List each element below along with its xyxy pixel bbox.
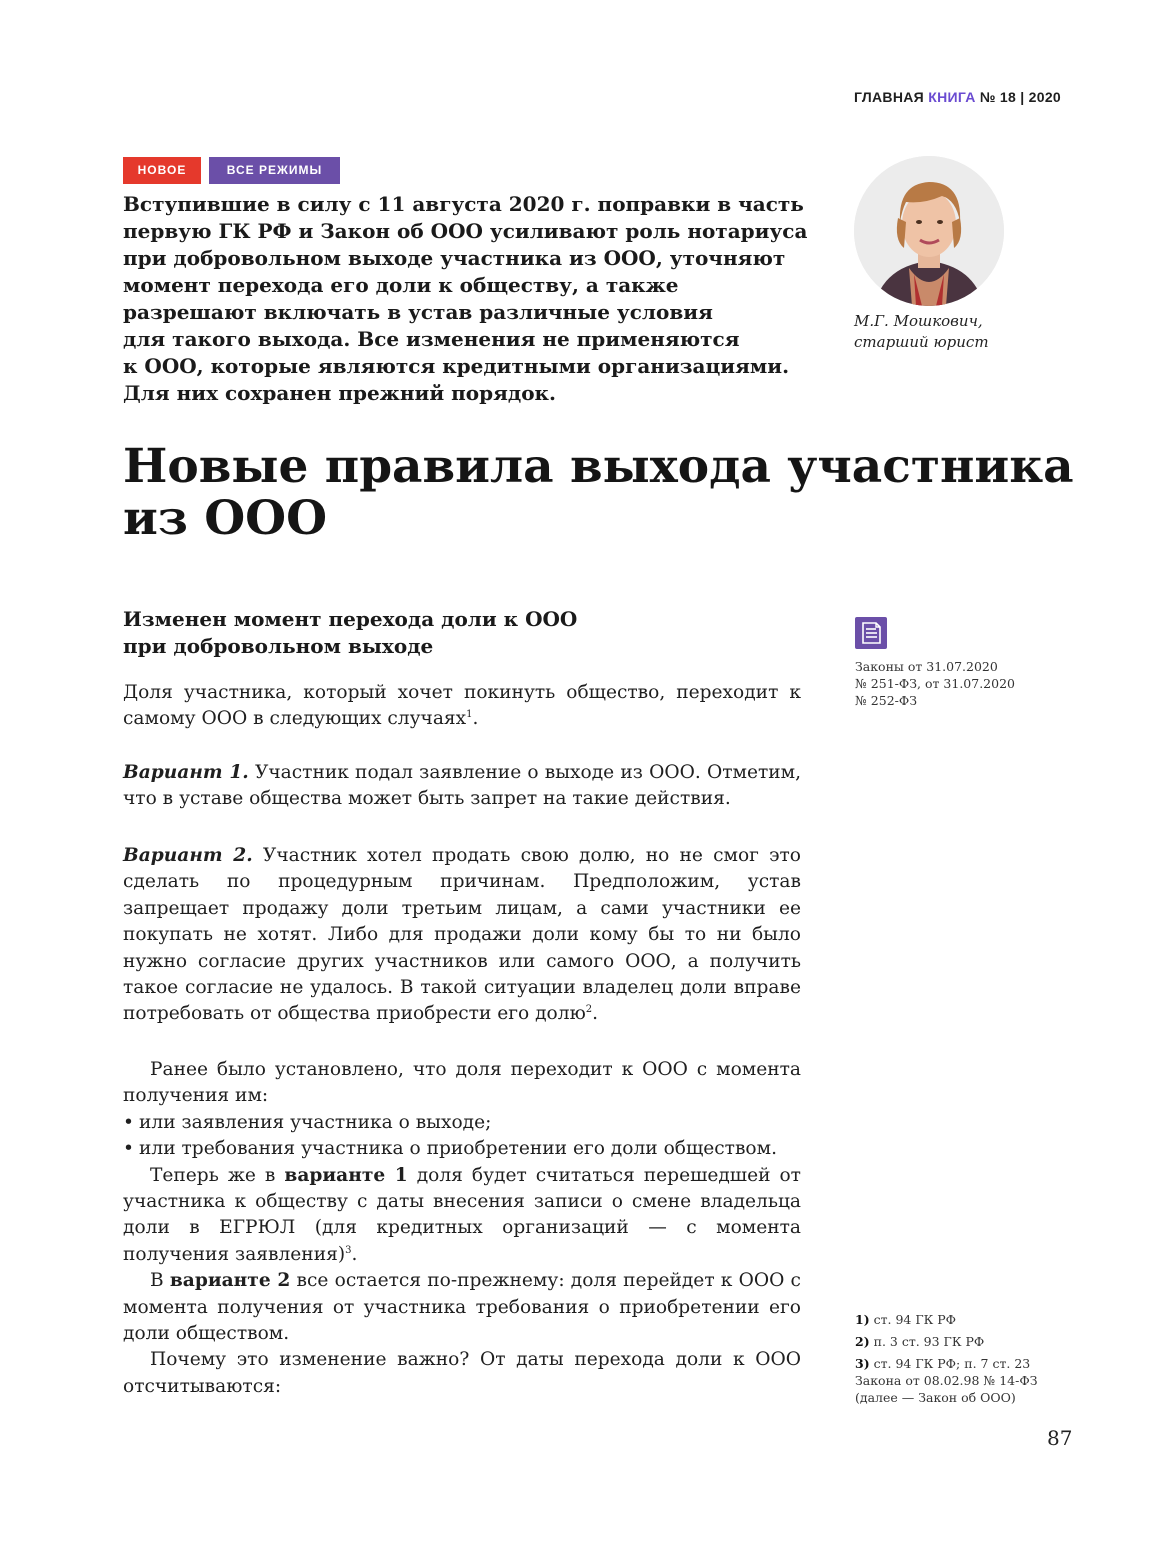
tag-new: НОВОЕ	[123, 157, 201, 184]
issue-number: № 18 | 2020	[979, 89, 1062, 105]
lead-line: при добровольном выходе участника из ООО, уточняют	[123, 246, 786, 270]
footnote-ref: 3	[345, 1244, 352, 1256]
lead-paragraph	[123, 191, 813, 407]
tag-all-regimes: ВСЕ РЕЖИМЫ	[209, 157, 340, 184]
footnote-ref: 1	[466, 709, 473, 721]
lead-line: Для них сохранен прежний порядок.	[123, 381, 556, 405]
footnote-item	[855, 1311, 1055, 1328]
intro-end: .	[472, 708, 479, 730]
subhead-line: при добровольном выходе	[123, 634, 434, 658]
now-end: .	[351, 1243, 358, 1265]
author-portrait-icon	[854, 156, 1004, 306]
v2-pre: В	[150, 1270, 164, 1292]
variant-2-end: .	[592, 1003, 599, 1025]
law-line: Законы от 31.07.2020	[855, 659, 998, 674]
footnote-item	[855, 1355, 1055, 1406]
author-role: старший юрист	[854, 333, 989, 351]
lead-line: Вступившие в силу с 11 августа 2020 г. поправки в часть	[123, 192, 804, 216]
page-number: 87	[1047, 1426, 1073, 1450]
earlier-paragraph: Ранее было установлено, что доля переходит к ООО с момента получения им:	[123, 1059, 801, 1107]
law-line: № 251-ФЗ, от 31.07.2020	[855, 676, 1015, 691]
variant-1-text: Участник подал заявление о выходе из ООО. Отметим, что в уставе общества может быть запрет на такие действия.	[123, 762, 801, 810]
footnote-item	[855, 1333, 1055, 1350]
law-line: № 252-ФЗ	[855, 693, 918, 708]
footnote-number: 3)	[855, 1356, 870, 1371]
variant-1-label: Вариант 1.	[123, 762, 249, 783]
law-reference	[855, 658, 1015, 709]
footnote-text: ст. 94 ГК РФ	[873, 1312, 957, 1327]
lead-line: разрешают включать в устав различные условия	[123, 300, 713, 324]
v2-bold: варианте 2	[169, 1270, 291, 1292]
changes-section	[123, 1057, 801, 1400]
variant-1-paragraph	[123, 760, 801, 813]
why-paragraph: Почему это изменение важно? От даты перехода доли к ООО отсчитываются:	[123, 1349, 801, 1397]
footnote-text: ст. 94 ГК РФ; п. 7 ст. 23 Закона от 08.02.98 № 14-ФЗ (далее — Закон об ООО)	[855, 1356, 1038, 1405]
v2-post: все остается по-прежнему: доля перейдет к ООО с момента получения от участника требования о приобретении его доли обществом.	[123, 1270, 801, 1345]
subhead-line: Изменен момент перехода доли к ООО	[123, 607, 578, 631]
article-title	[123, 441, 1083, 545]
author-photo	[854, 156, 1004, 306]
now-pre: Теперь же в	[150, 1164, 276, 1186]
now-paragraph	[123, 1163, 801, 1269]
author-caption	[854, 311, 989, 353]
footnote-number: 2)	[855, 1334, 870, 1349]
variant-2-label: Вариант 2.	[123, 845, 253, 866]
lead-line: момент перехода его доли к обществу, а также	[123, 273, 679, 297]
tag-row	[123, 157, 340, 184]
variant-2-paragraph	[123, 843, 801, 1028]
intro-text: Доля участника, который хочет покинуть общество, переходит к самому ООО в следующих случаях	[123, 682, 801, 730]
brand-accent: КНИГА	[928, 89, 976, 105]
footnotes	[855, 1311, 1055, 1411]
footnote-ref: 2	[585, 1004, 593, 1016]
footnote-number: 1)	[855, 1312, 870, 1327]
now-post: доля будет считаться перешедшей от участника к обществу с даты внесения записи о смене владельца доли в ЕГРЮЛ (для кредитных организаций — с момента получения заявления)	[123, 1164, 801, 1265]
lead-line: к ООО, которые являются кредитными организациями.	[123, 354, 790, 378]
masthead	[854, 89, 1061, 105]
brand-main: ГЛАВНАЯ	[854, 89, 925, 105]
variant-2-text: Участник хотел продать свою долю, но не смог это сделать по процедурным причинам. Предположим, устав запрещает продажу доли третьим лицам, а сами участники ее покупать не хотят. Либо для продажи доли кому бы то ни было нужно согласие других участников или самого ООО, а получить такое согласие не удалось. В такой ситуации владелец доли вправе потребовать от общества приобрести его долю	[123, 845, 801, 1025]
title-line: из ООО	[123, 491, 328, 546]
section-heading	[123, 606, 763, 660]
footnote-text: п. 3 ст. 93 ГК РФ	[873, 1334, 985, 1349]
bullet-text: или требования участника о приобретении его доли обществом.	[139, 1138, 777, 1160]
intro-paragraph	[123, 680, 801, 733]
list-item	[123, 1110, 801, 1136]
author-name: М.Г. Мошкович,	[854, 312, 983, 330]
variant-2-paragraph-note	[123, 1268, 801, 1347]
title-line: Новые правила выхода участника	[123, 439, 1074, 494]
lead-line: для такого выхода. Все изменения не применяются	[123, 327, 740, 351]
list-item	[123, 1136, 801, 1162]
document-icon	[855, 617, 887, 649]
bullet-text: или заявления участника о выходе;	[139, 1111, 492, 1133]
lead-line: первую ГК РФ и Закон об ООО усиливают роль нотариуса	[123, 219, 808, 243]
now-bold: варианте 1	[284, 1164, 408, 1186]
